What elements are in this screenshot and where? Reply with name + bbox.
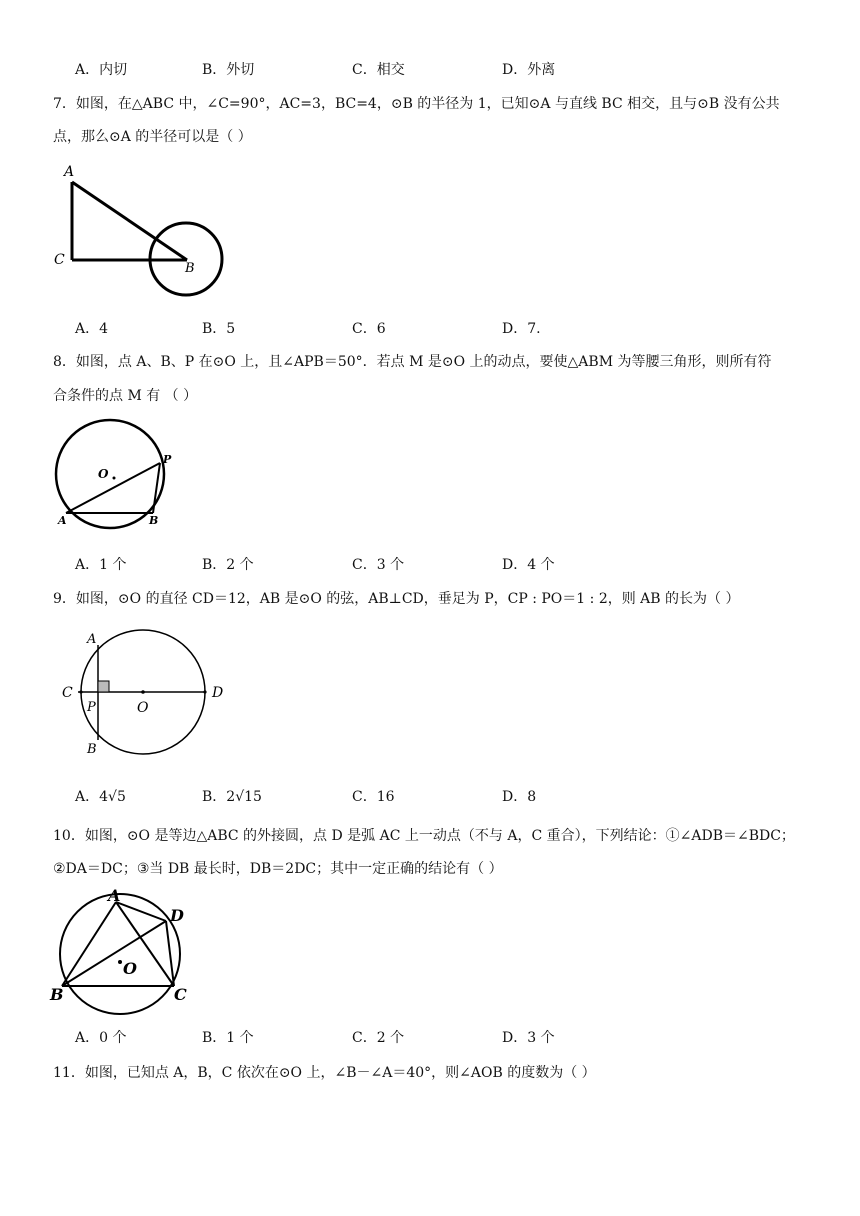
q9-option-b: B．2√15 bbox=[202, 789, 262, 805]
q8-label-a: A bbox=[58, 514, 67, 527]
q8-label-b: B bbox=[149, 514, 159, 527]
q10-label-d: D bbox=[170, 906, 184, 925]
q8-circle-o bbox=[56, 420, 164, 528]
q6-option-a: A．内切 bbox=[75, 62, 128, 78]
q9-option-a: A．4√5 bbox=[75, 789, 126, 805]
q7-option-b: B．5 bbox=[202, 321, 236, 337]
q9-figure bbox=[50, 625, 240, 765]
q8-stem-line1: 8．如图，点 A、B、P 在⊙O 上，且∠APB＝50°．若点 M 是⊙O 上的动点，要使△ABM 为等腰三角形，则所有符 bbox=[53, 354, 772, 370]
q9-option-d: D．8 bbox=[502, 789, 537, 805]
q9-label-b: B bbox=[87, 742, 97, 757]
q10-label-a: A bbox=[108, 886, 121, 905]
q9-point-c bbox=[79, 690, 82, 693]
q10-option-b: B．1 个 bbox=[202, 1030, 254, 1046]
q8-label-p: P bbox=[163, 453, 172, 466]
q7-label-b: B bbox=[185, 261, 195, 276]
q10-option-c: C．2 个 bbox=[352, 1030, 405, 1046]
q9-label-p: P bbox=[87, 700, 96, 715]
q10-circle-o bbox=[60, 894, 180, 1014]
q8-option-b: B．2 个 bbox=[202, 557, 254, 573]
q8-option-d: D．4 个 bbox=[502, 557, 555, 573]
q7-label-a: A bbox=[64, 164, 75, 180]
q7-option-a: A．4 bbox=[75, 321, 109, 337]
q7-stem-line1: 7．如图，在△ABC 中，∠C=90°，AC=3，BC=4，⊙B 的半径为 1，已知⊙A 与直线 BC 相交，且与⊙B 没有公共 bbox=[53, 96, 780, 112]
q10-center-dot bbox=[118, 960, 122, 964]
q10-label-c: C bbox=[174, 985, 187, 1004]
q9-stem-line1: 9．如图，⊙O 的直径 CD＝12，AB 是⊙O 的弦，AB⊥CD，垂足为 P，CP : PO＝1 : 2，则 AB 的长为（ ） bbox=[53, 591, 740, 607]
q9-label-a: A bbox=[87, 632, 97, 647]
q10-label-o: O bbox=[123, 959, 137, 978]
q8-center-dot bbox=[113, 477, 116, 480]
q6-option-b: B．外切 bbox=[202, 62, 255, 78]
q6-option-c: C．相交 bbox=[352, 62, 405, 78]
q7-option-c: C．6 bbox=[352, 321, 386, 337]
q7-options bbox=[75, 319, 775, 339]
q7-side-ab bbox=[72, 182, 187, 260]
q9-label-c: C bbox=[62, 685, 73, 701]
q10-stem-line1: 10．如图，⊙O 是等边△ABC 的外接圆，点 D 是弧 AC 上一动点（不与 A，C 重合），下列结论：①∠ADB＝∠BDC； bbox=[53, 828, 795, 844]
q11-stem-line1: 11．如图，已知点 A，B，C 依次在⊙O 上，∠B－∠A＝40°，则∠AOB 的度数为（ ） bbox=[53, 1065, 596, 1081]
q7-option-d: D．7. bbox=[502, 321, 541, 337]
q6-options bbox=[75, 60, 775, 80]
q6-option-d: D．外离 bbox=[502, 62, 556, 78]
q9-options bbox=[75, 787, 775, 807]
q8-chord-pb bbox=[153, 463, 160, 513]
q8-label-o: O bbox=[98, 467, 109, 481]
q8-option-a: A．1 个 bbox=[75, 557, 127, 573]
q8-stem-line2: 合条件的点 M 有 （ ） bbox=[53, 388, 198, 404]
q10-stem-line2: ②DA＝DC；③当 DB 最长时，DB＝2DC；其中一定正确的结论有（ ） bbox=[53, 861, 503, 877]
q10-option-d: D．3 个 bbox=[502, 1030, 555, 1046]
q10-option-a: A．0 个 bbox=[75, 1030, 127, 1046]
q9-label-d: D bbox=[212, 685, 224, 701]
q7-label-c: C bbox=[54, 252, 65, 268]
q7-stem-line2: 点，那么⊙A 的半径可以是（ ） bbox=[53, 129, 252, 145]
q8-chord-ap bbox=[66, 463, 160, 513]
q10-label-b: B bbox=[50, 985, 64, 1004]
q10-options bbox=[75, 1028, 775, 1048]
q9-label-o: O bbox=[137, 700, 149, 716]
q7-figure bbox=[50, 160, 230, 300]
q9-right-angle-mark bbox=[98, 681, 109, 692]
q8-option-c: C．3 个 bbox=[352, 557, 405, 573]
q10-figure bbox=[50, 888, 200, 1013]
q10-side-ab bbox=[62, 902, 116, 986]
q9-point-o bbox=[141, 690, 145, 694]
q8-figure bbox=[50, 414, 190, 534]
q8-options bbox=[75, 555, 775, 575]
q9-option-c: C．16 bbox=[352, 789, 395, 805]
q9-point-d bbox=[203, 690, 206, 693]
